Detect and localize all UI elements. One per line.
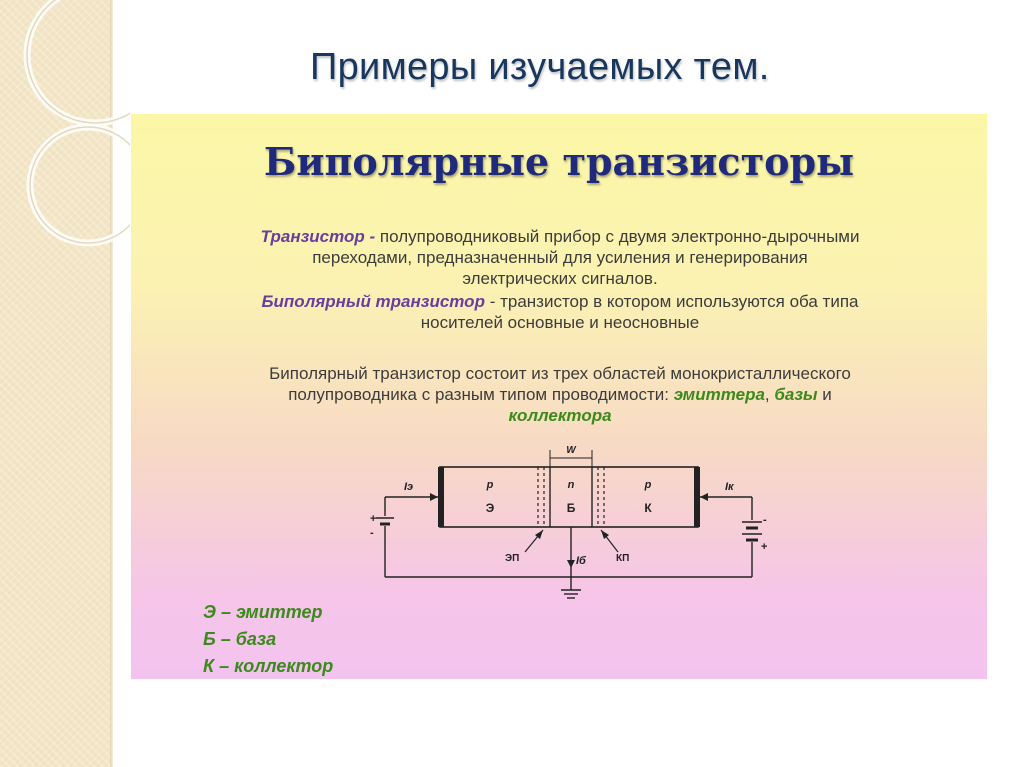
legend-item: Э – эмиттер [203, 602, 323, 622]
right-battery-minus: - [763, 514, 767, 526]
region-e: Э [485, 501, 495, 515]
current-e-label: Iэ [404, 481, 414, 493]
definition-bipolar-line1: - транзистор в котором используются оба типа [489, 292, 859, 311]
base-current-arrow [567, 560, 575, 568]
legend-item: К – коллектор [203, 656, 334, 676]
definition-transistor [160, 226, 960, 289]
w-label: W [566, 445, 576, 456]
junction-ep-label: ЭП [505, 553, 520, 564]
junction-kp-label: КП [616, 553, 630, 564]
definition-bipolar [160, 291, 960, 333]
region-n: n [567, 479, 575, 491]
emitter-terminal [438, 467, 444, 527]
term-collector: коллектора [508, 406, 612, 425]
region-p-right: p [644, 479, 652, 491]
legend [203, 599, 333, 680]
structure-and: и [822, 385, 832, 404]
collector-current-arrow [700, 493, 708, 501]
right-battery-plus: + [761, 541, 768, 553]
collector-terminal [694, 467, 700, 527]
definition-bipolar-line2: носителей основные и неосновные [420, 313, 700, 332]
left-battery-plus: + [370, 513, 377, 525]
current-k-label: Iк [725, 481, 734, 493]
definition-transistor-line1: полупроводниковый прибор с двумя электронно-дырочными [379, 227, 860, 246]
structure-line1: Биполярный транзистор состоит из трех областей монокристаллического [269, 364, 851, 383]
structure-line2-prefix: полупроводника с разным типом проводимости: [288, 385, 669, 404]
transistor-structure-diagram [360, 440, 780, 605]
term-base: базы [774, 385, 818, 404]
decorative-rings [0, 0, 130, 260]
content-heading: Биполярные транзисторы [263, 139, 855, 184]
term-transistor: Транзистор - [260, 227, 376, 246]
transistor-body [440, 467, 698, 527]
region-k: К [644, 501, 652, 515]
slide-title: Примеры изучаемых тем. [310, 46, 770, 88]
region-b: Б [566, 501, 576, 515]
structure-comma: , [764, 385, 770, 404]
legend-item: Б – база [203, 629, 277, 649]
term-bipolar-transistor: Биполярный транзистор [261, 292, 485, 311]
structure-paragraph [160, 363, 960, 426]
region-p-left: p [486, 479, 494, 491]
left-battery-minus: - [370, 527, 374, 539]
definition-transistor-line3: электрических сигналов. [462, 269, 658, 288]
junction-lines [538, 467, 604, 527]
term-emitter: эмиттера [673, 385, 765, 404]
definition-transistor-line2: переходами, предназначенный для усиления и генерирования [312, 248, 808, 267]
current-b-label: Iб [576, 555, 586, 567]
emitter-current-arrow [430, 493, 438, 501]
